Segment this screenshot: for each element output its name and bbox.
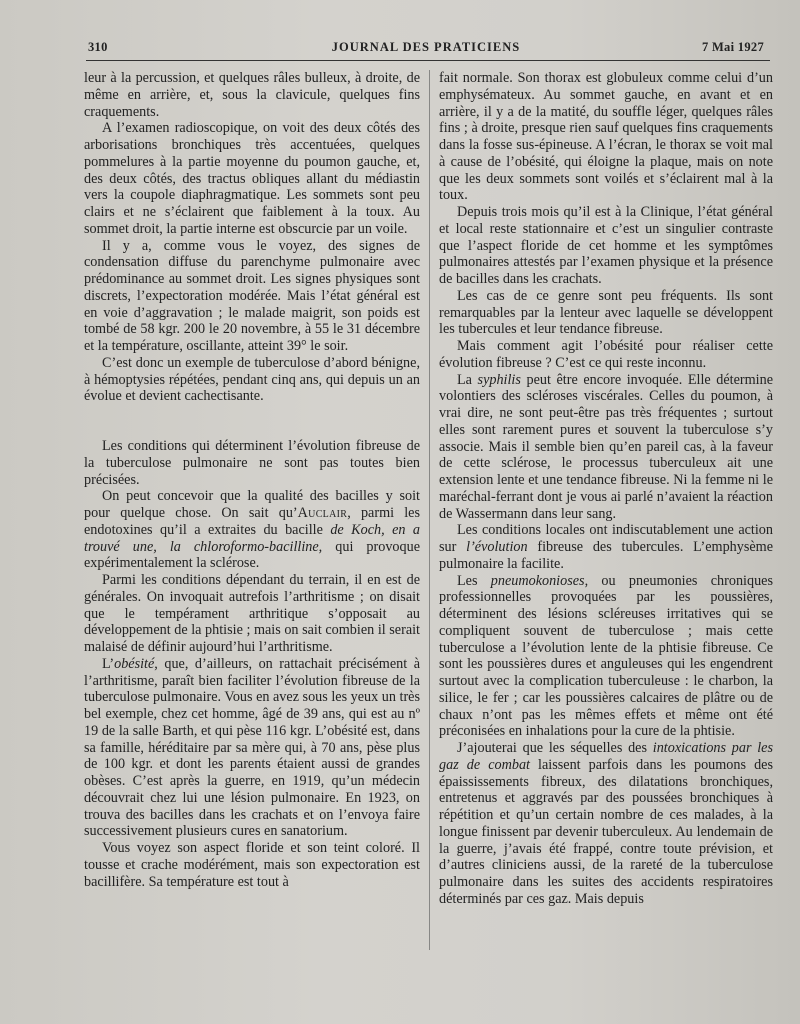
- italic-term: intoxications par les gaz de combat: [439, 740, 773, 773]
- italic-term: l’évolution: [466, 539, 528, 555]
- paragraph: fait normale. Son thorax est globuleux comme celui d’un emphysémateux. Au sommet gauche, en avant et en arrière, il y a de la matité, du souffle léger, quelques râles fins ; à droite, presque rien sauf quelques fins craquements dans la fosse sus-épineuse. A l’écran, le thorax se voit mal à cause de l’obésité, qui éloigne la plaque, mais on note que les deux sommets sont voilés et s’éclairent mal à la toux.: [439, 70, 773, 204]
- paragraph: Les cas de ce genre sont peu fréquents. Ils sont remarquables par la lenteur avec laquelle se développent les tubercules et leur tendance fibreuse.: [439, 287, 773, 338]
- right-column: [439, 70, 773, 908]
- issue-date: 7 Mai 1927: [701, 40, 764, 54]
- paragraph: On peut concevoir que la qualité des bacilles y soit pour quelque chose. On sait qu’Auclair, parmi les endotoxines qu’il a extraites du bacille de Koch, en a trouvé une, la chloroformo-bacilline, qui provoque expérimentalement la sclérose.: [84, 488, 421, 572]
- column-divider: [429, 70, 430, 950]
- italic-term: obésité: [114, 655, 155, 672]
- paragraph: Les pneumokonioses, ou pneumonies chroniques professionnelles provoquées par les poussières, déterminent des lésions scléreuses irritatives qui se compliquent souvent de tuberculose ; mais cette tuberculose a l’évolution lente de la phtisie fibreuse. Ce sont les poussières dures et anguleuses qui les engendrent surtout avec la complication tuberculeuse : le charbon, la silice, le fer ; car les poussières calcaires de plâtre ou de chaux n’ont pas les mêmes effets et même ont été préconisées en inhalations pour la cure de la phtisie.: [439, 572, 773, 740]
- paragraph: Vous voyez son aspect floride et son teint coloré. Il tousse et crache modérément, mais son expectoration est bacillifère. Sa température est tout à: [84, 840, 420, 890]
- paragraph: leur à la percussion, et quelques râles bulleux, à droite, de même en arrière, et, sous la clavicule, quelques fins craquements.: [84, 70, 420, 120]
- italic-term: syphilis: [477, 371, 521, 388]
- paragraph: J’ajouterai que les séquelles des intoxications par les gaz de combat laissent parfois dans les poumons des épaississements fibreux, des dilatations bronchiques, entretenus et aggravés par des poussées bronchiques à répétition et qu’un certain nombre de ces malades, à la longue finissent par devenir tuberculeux. Au lendemain de la guerre, j’avais été frappé, contre toute prévision, et d’autres cliniciens aussi, de la rareté de la tuberculose pulmonaire dans les suites des accidents respiratoires déterminés par ces gaz. Mais depuis: [439, 740, 773, 907]
- paragraph: Parmi les conditions dépendant du terrain, il en est de générales. On invoquait autrefois l’arthritisme ; on disait que le tempérament arthritique s’opposait au développement de la phtisie ; mais on sait combien il serait malaisé de définir aujourd’hui l’arthritisme.: [84, 572, 420, 655]
- paragraph: Les conditions qui déterminent l’évolution fibreuse de la tuberculose pulmonaire ne sont pas toutes bien précisées.: [84, 438, 420, 488]
- paragraph: La syphilis peut être encore invoquée. Elle détermine volontiers des scléroses viscérales. Celles du poumon, à vrai dire, ne sont peut-être pas très fréquentes ; surtout elles sont rarement pures et souvent la tuberculose s’y associe. Mais il semble bien qu’en pareil cas, à la faveur de cette sclérose, le processus tuberculeux ait une extension lente et une tendance fibreuse. Ni la femme ni le maréchal-ferrant dont je vous ai parlé n’avaient la réaction de Wassermann dans leur sang.: [439, 371, 773, 522]
- paragraph: C’est donc un exemple de tuberculose d’abord bénigne, à hémoptysies répétées, pendant cinq ans, qui depuis un an évolue et devient cachectisante.: [84, 354, 420, 405]
- paragraph: Il y a, comme vous le voyez, des signes de condensation diffuse du parenchyme pulmonaire avec prédominance au sommet droit. Les signes physiques sont discrets, l’expectoration modérée. Mais l’état général est en voie d’aggravation ; le malade maigrit, son poids est tombé de 58 kgr. 200 le 20 novembre, à 55 le 31 décembre et la température, oscillante, atteint 39° le soir.: [84, 237, 420, 354]
- header-rule: [86, 60, 770, 61]
- author-name: Auclair: [297, 505, 348, 521]
- paragraph: Depuis trois mois qu’il est à la Clinique, l’état général et local reste stationnaire et c’est un singulier contraste que l’aspect floride de cet homme et les symptômes pulmonaires attestés par l’examen physique et la présence de bacilles dans les crachats.: [439, 204, 773, 287]
- page-header: [88, 36, 764, 58]
- left-column: [84, 70, 420, 890]
- paragraph: L’obésité, que, d’ailleurs, on rattachait précisément à l’arthritisme, paraît bien faciliter l’évolution fibreuse de la tuberculose pulmonaire. Vous en avez sous les yeux un très bel exemple, chez cet homme, âgé de 39 ans, qui est au nº 19 de la salle Barth, et qui pèse 116 kgr. L’obésité est, dans sa famille, héréditaire par sa mère qui, à 70 ans, pèse plus de 100 kgr. et dont les parents étaient aussi de grandes obèses. C’est après la guerre, en 1919, qu’un médecin découvrait chez lui une lésion pulmonaire. En 1923, on trouva des bacilles dans les crachats et on l’envoya faire successivement plusieurs cures en sanatorium.: [84, 655, 420, 840]
- page-number: 310: [88, 40, 108, 54]
- italic-phrase: de Koch, en a trouvé une, la chloroformo-bacilline,: [84, 521, 420, 555]
- italic-term: pneumokonioses: [490, 572, 585, 589]
- paragraph: Mais comment agit l’obésité pour réaliser cette évolution fibreuse ? C’est ce qui reste inconnu.: [439, 338, 773, 371]
- paragraph: Les conditions locales ont indiscutablement une action sur l’évolution fibreuse des tubercules. L’emphysème pulmonaire la facilite.: [439, 522, 774, 572]
- paragraph: A l’examen radioscopique, on voit des deux côtés des arborisations bronchiques très accentuées, quelques pommelures à la partie moyenne du poumon gauche, et, des deux côtés, des tractus obliques allant du médiastin vers la coupole diaphragmatique. Les sommets sont peu clairs et ne s’éclairent que faiblement à la toux. Au sommet droit, la partie interne est obscurcie par un voile.: [84, 120, 420, 237]
- journal-title: JOURNAL DES PRATICIENS: [331, 40, 521, 54]
